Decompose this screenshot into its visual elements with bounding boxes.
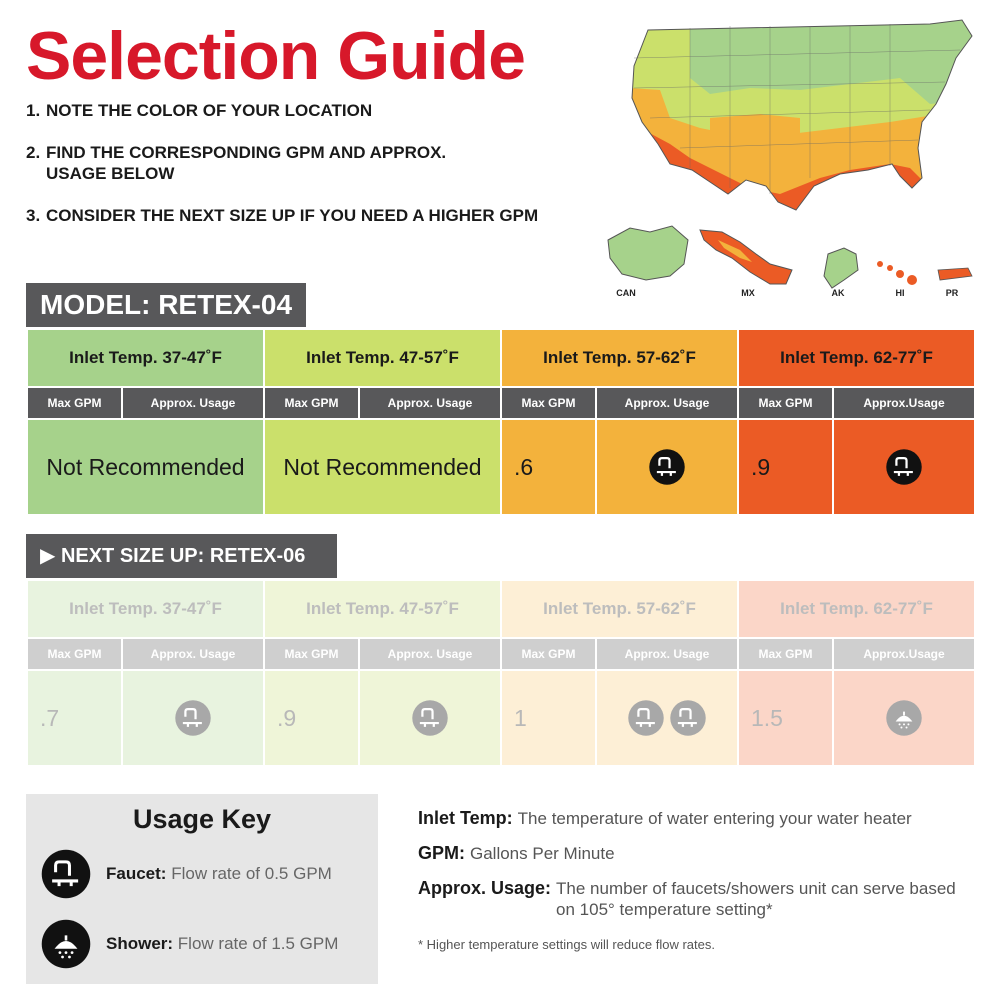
header-row <box>27 580 975 638</box>
faucet-icon <box>411 699 449 737</box>
column-header: Max GPM <box>264 638 359 670</box>
usage-cell <box>833 670 975 766</box>
faucet-icon <box>648 448 686 486</box>
shower-key-label: Shower: <box>106 934 174 953</box>
next-size-table <box>26 579 976 767</box>
column-header: Max GPM <box>738 387 833 419</box>
zone-header: Inlet Temp. 57-62˚F <box>501 580 738 638</box>
usage-cell <box>596 670 738 766</box>
usage-cell <box>359 670 501 766</box>
map-label-mx: MX <box>741 288 755 298</box>
step-3: 3. CONSIDER THE NEXT SIZE UP IF YOU NEED A HIGHER GPM <box>26 206 539 225</box>
definitions <box>418 808 978 955</box>
instructions-list <box>26 100 586 247</box>
usage-cell <box>122 670 264 766</box>
faucet-icon <box>627 699 665 737</box>
faucet-icon <box>885 448 923 486</box>
zone-header: Inlet Temp. 47-57˚F <box>264 580 501 638</box>
column-header: Max GPM <box>264 387 359 419</box>
zone-header: Inlet Temp. 37-47˚F <box>27 580 264 638</box>
column-header: Approx.Usage <box>833 638 975 670</box>
definition-item <box>418 808 978 829</box>
map-label-ak: AK <box>831 288 845 298</box>
definition-term: GPM: <box>418 843 465 863</box>
column-header: Approx. Usage <box>596 387 738 419</box>
map-label-pr: PR <box>945 288 959 298</box>
map-label-can: CAN <box>616 288 636 298</box>
shower-icon <box>40 918 92 970</box>
max-gpm-value: 1 <box>501 670 596 766</box>
max-gpm-value: 1.5 <box>738 670 833 766</box>
faucet-icon <box>669 699 707 737</box>
shower-key-desc: Flow rate of 1.5 GPM <box>177 934 339 953</box>
definition-term: Inlet Temp: <box>418 808 513 828</box>
us-map <box>600 18 985 228</box>
subheader-row <box>27 387 975 419</box>
zone-header: Inlet Temp. 47-57˚F <box>264 329 501 387</box>
definition-desc: The temperature of water entering your water heater <box>517 809 912 828</box>
zone-header: Inlet Temp. 62-77˚F <box>738 329 975 387</box>
column-header: Approx. Usage <box>122 638 264 670</box>
not-recommended-cell: Not Recommended <box>264 419 501 515</box>
faucet-key-desc: Flow rate of 0.5 GPM <box>171 864 332 883</box>
column-header: Max GPM <box>27 387 122 419</box>
step-2: 2. FIND THE CORRESPONDING GPM AND APPROX. USAGE BELOW <box>26 143 447 183</box>
column-header: Approx. Usage <box>359 387 501 419</box>
footnote: * Higher temperature settings will reduce flow rates. <box>418 937 715 952</box>
usage-cell <box>596 419 738 515</box>
map-label-hi: HI <box>895 288 905 298</box>
value-row <box>27 670 975 766</box>
zone-header: Inlet Temp. 62-77˚F <box>738 580 975 638</box>
model-badge: MODEL: RETEX-04 <box>26 283 306 327</box>
page-title: Selection Guide <box>26 18 525 94</box>
max-gpm-value: .9 <box>738 419 833 515</box>
puerto-rico-inset <box>938 268 972 280</box>
zone-header: Inlet Temp. 57-62˚F <box>501 329 738 387</box>
faucet-key-label: Faucet: <box>106 864 167 883</box>
column-header: Approx. Usage <box>596 638 738 670</box>
max-gpm-value: .7 <box>27 670 122 766</box>
column-header: Approx.Usage <box>833 387 975 419</box>
column-header: Approx. Usage <box>122 387 264 419</box>
column-header: Max GPM <box>738 638 833 670</box>
max-gpm-value: .9 <box>264 670 359 766</box>
zone-header: Inlet Temp. 37-47˚F <box>27 329 264 387</box>
definition-term: Approx. Usage: <box>418 878 552 898</box>
value-row <box>27 419 975 515</box>
column-header: Max GPM <box>501 638 596 670</box>
not-recommended-cell: Not Recommended <box>27 419 264 515</box>
column-header: Max GPM <box>501 387 596 419</box>
faucet-key-item <box>40 848 332 900</box>
canada-inset <box>608 226 688 280</box>
usage-key-panel <box>26 794 378 984</box>
step-1: 1. NOTE THE COLOR OF YOUR LOCATION <box>26 101 373 120</box>
definition-desc: The number of faucets/showers unit can serve based on 105° temperature setting* <box>556 879 956 919</box>
faucet-icon <box>40 848 92 900</box>
hawaii-inset <box>877 261 917 285</box>
temperature-zone-map <box>600 18 985 303</box>
alaska-inset <box>824 248 858 288</box>
definition-item <box>418 878 978 920</box>
shower-key-item <box>40 918 338 970</box>
usage-key-title: Usage Key <box>132 804 272 834</box>
max-gpm-value: .6 <box>501 419 596 515</box>
column-header: Max GPM <box>27 638 122 670</box>
definition-item <box>418 843 978 864</box>
header-row <box>27 329 975 387</box>
shower-icon <box>885 699 923 737</box>
subheader-row <box>27 638 975 670</box>
column-header: Approx. Usage <box>359 638 501 670</box>
usage-cell <box>833 419 975 515</box>
definition-desc: Gallons Per Minute <box>470 844 615 863</box>
next-size-badge: ▶ NEXT SIZE UP: RETEX-06 <box>26 534 337 578</box>
model-table <box>26 328 976 516</box>
faucet-icon <box>174 699 212 737</box>
